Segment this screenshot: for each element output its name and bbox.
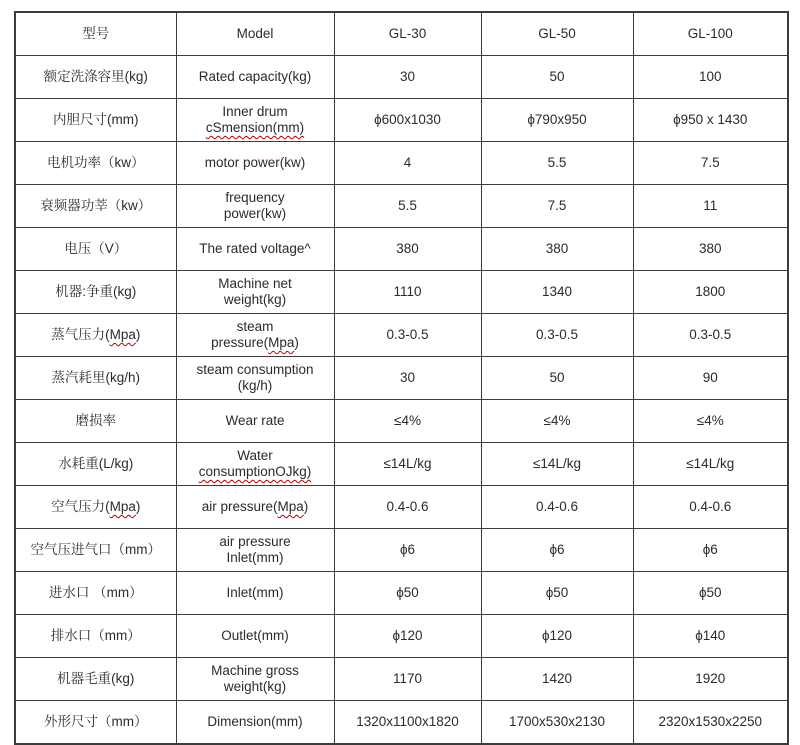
cell-gl100-r6: 1800 <box>633 271 788 314</box>
table-row <box>15 99 788 142</box>
cell-gl30-r7: 0.3-0.5 <box>334 314 481 357</box>
header-cell-model-cn-r0: 型号 <box>15 12 176 56</box>
misspelled-text: Mpa <box>277 499 304 515</box>
cell-model-en-r11 <box>176 486 334 529</box>
cell-text: ) <box>303 499 309 515</box>
table-row <box>15 314 788 357</box>
cell-model-en-r4 <box>176 185 334 228</box>
header-cell-gl100-r0: GL-100 <box>633 12 788 56</box>
cell-text: pressure( <box>211 335 269 350</box>
cell-gl30-r11: 0.4-0.6 <box>334 486 481 529</box>
cell-gl100-r7: 0.3-0.5 <box>633 314 788 357</box>
cell-model-en-r12 <box>176 529 334 572</box>
cell-model-cn-r4: 衰频器功莘（kw） <box>15 185 176 228</box>
cell-gl30-r3: 4 <box>334 142 481 185</box>
table-row <box>15 142 788 185</box>
cell-text: Inlet(mm) <box>226 550 284 565</box>
cell-gl100-r14: ϕ140 <box>633 615 788 658</box>
misspelled-text: consumptionOJkg) <box>198 464 312 479</box>
cell-text: steam consumption <box>196 362 314 378</box>
cell-model-cn-r6: 机器:争重(kg) <box>15 271 176 314</box>
cell-text: Machine net <box>218 276 292 292</box>
cell-model-en-r1: Rated capacity(kg) <box>176 56 334 99</box>
table-row <box>15 615 788 658</box>
cell-model-cn-r5: 电压（V） <box>15 228 176 271</box>
cell-text: steam <box>236 319 274 335</box>
cell-text: air pressure <box>219 534 291 550</box>
cell-gl50-r1: 50 <box>481 56 633 99</box>
cell-gl50-r7: 0.3-0.5 <box>481 314 633 357</box>
table-row <box>15 400 788 443</box>
cell-text: 蒸气压力( <box>51 327 110 343</box>
cell-gl100-r10: ≤14L/kg <box>633 443 788 486</box>
cell-gl100-r12: ϕ6 <box>633 529 788 572</box>
cell-gl30-r14: ϕ120 <box>334 615 481 658</box>
cell-gl100-r1: 100 <box>633 56 788 99</box>
cell-text: 空气压力( <box>51 499 110 515</box>
cell-gl50-r4: 7.5 <box>481 185 633 228</box>
cell-text: Inner drum <box>222 104 288 120</box>
cell-gl50-r5: 380 <box>481 228 633 271</box>
cell-model-en-r15 <box>176 658 334 701</box>
cell-gl50-r11: 0.4-0.6 <box>481 486 633 529</box>
header-cell-model-en-r0: Model <box>176 12 334 56</box>
cell-gl30-r16: 1320x1100x1820 <box>334 701 481 745</box>
cell-gl30-r4: 5.5 <box>334 185 481 228</box>
cell-gl30-r12: ϕ6 <box>334 529 481 572</box>
cell-gl100-r3: 7.5 <box>633 142 788 185</box>
cell-model-en-r2 <box>176 99 334 142</box>
cell-model-cn-r16: 外形尺寸（mm） <box>15 701 176 745</box>
header-row <box>15 12 788 56</box>
cell-text: Water <box>237 448 273 464</box>
cell-gl100-r15: 1920 <box>633 658 788 701</box>
cell-model-en-r6 <box>176 271 334 314</box>
cell-gl30-r1: 30 <box>334 56 481 99</box>
cell-gl100-r8: 90 <box>633 357 788 400</box>
table-row <box>15 443 788 486</box>
cell-gl30-r10: ≤14L/kg <box>334 443 481 486</box>
table-row <box>15 228 788 271</box>
cell-gl50-r6: 1340 <box>481 271 633 314</box>
cell-gl30-r2: ϕ600x1030 <box>334 99 481 142</box>
cell-gl100-r5: 380 <box>633 228 788 271</box>
cell-model-en-r13: Inlet(mm) <box>176 572 334 615</box>
cell-gl100-r4: 11 <box>633 185 788 228</box>
cell-gl50-r10: ≤14L/kg <box>481 443 633 486</box>
cell-gl50-r12: ϕ6 <box>481 529 633 572</box>
cell-model-en-r9: Wear rate <box>176 400 334 443</box>
cell-text: ) <box>294 335 299 350</box>
cell-model-cn-r3: 电机功率（kw） <box>15 142 176 185</box>
cell-gl50-r13: ϕ50 <box>481 572 633 615</box>
cell-text: (kg/h) <box>237 378 273 393</box>
cell-text: weight(kg) <box>223 679 287 694</box>
cell-model-en-r8 <box>176 357 334 400</box>
cell-model-cn-r15: 机器毛重(kg) <box>15 658 176 701</box>
cell-gl100-r2: ϕ950 x 1430 <box>633 99 788 142</box>
spec-table-body <box>15 12 788 744</box>
cell-gl50-r15: 1420 <box>481 658 633 701</box>
cell-text: Machine gross <box>211 663 299 679</box>
misspelled-text: Mpa <box>109 499 136 515</box>
cell-model-en-r10 <box>176 443 334 486</box>
cell-model-cn-r8: 蒸汽耗里(kg/h) <box>15 357 176 400</box>
cell-gl50-r3: 5.5 <box>481 142 633 185</box>
cell-text: ) <box>135 327 141 343</box>
cell-model-cn-r1: 额定洗涤容里(kg) <box>15 56 176 99</box>
cell-gl100-r9: ≤4% <box>633 400 788 443</box>
cell-gl100-r13: ϕ50 <box>633 572 788 615</box>
cell-gl30-r15: 1170 <box>334 658 481 701</box>
cell-model-en-r16: Dimension(mm) <box>176 701 334 745</box>
table-row <box>15 572 788 615</box>
header-cell-gl50-r0: GL-50 <box>481 12 633 56</box>
cell-model-cn-r7 <box>15 314 176 357</box>
cell-gl100-r16: 2320x1530x2250 <box>633 701 788 745</box>
cell-model-en-r5: The rated voltage^ <box>176 228 334 271</box>
cell-model-en-r3: motor power(kw) <box>176 142 334 185</box>
table-row <box>15 56 788 99</box>
cell-gl30-r8: 30 <box>334 357 481 400</box>
cell-model-cn-r2: 内胆尺寸(mm) <box>15 99 176 142</box>
cell-model-cn-r11 <box>15 486 176 529</box>
cell-gl30-r13: ϕ50 <box>334 572 481 615</box>
cell-text: weight(kg) <box>223 292 287 307</box>
table-row <box>15 658 788 701</box>
cell-gl50-r8: 50 <box>481 357 633 400</box>
table-row <box>15 701 788 745</box>
cell-text: air pressure( <box>201 499 278 515</box>
cell-model-cn-r14: 排水口（mm） <box>15 615 176 658</box>
header-cell-gl30-r0: GL-30 <box>334 12 481 56</box>
cell-model-en-r14: Outlet(mm) <box>176 615 334 658</box>
cell-model-en-r7 <box>176 314 334 357</box>
cell-gl30-r6: 1110 <box>334 271 481 314</box>
cell-model-cn-r12: 空气压进气口（mm） <box>15 529 176 572</box>
cell-gl30-r9: ≤4% <box>334 400 481 443</box>
cell-text: ) <box>135 499 141 515</box>
cell-gl50-r16: 1700x530x2130 <box>481 701 633 745</box>
table-row <box>15 271 788 314</box>
cell-model-cn-r9: 磨损率 <box>15 400 176 443</box>
misspelled-text: Mpa <box>109 327 136 343</box>
cell-gl50-r9: ≤4% <box>481 400 633 443</box>
cell-gl50-r2: ϕ790x950 <box>481 99 633 142</box>
misspelled-text: Mpa <box>268 335 295 350</box>
table-row <box>15 357 788 400</box>
cell-gl100-r11: 0.4-0.6 <box>633 486 788 529</box>
misspelled-text: cSmension(mm) <box>205 120 305 135</box>
cell-text: frequency <box>225 190 285 206</box>
cell-text: power(kw) <box>223 206 287 221</box>
table-row <box>15 185 788 228</box>
table-row <box>15 486 788 529</box>
cell-model-cn-r10: 水耗重(L/kg) <box>15 443 176 486</box>
cell-gl30-r5: 380 <box>334 228 481 271</box>
cell-gl50-r14: ϕ120 <box>481 615 633 658</box>
cell-model-cn-r13: 进水口 （mm） <box>15 572 176 615</box>
spec-table <box>14 11 789 745</box>
table-row <box>15 529 788 572</box>
